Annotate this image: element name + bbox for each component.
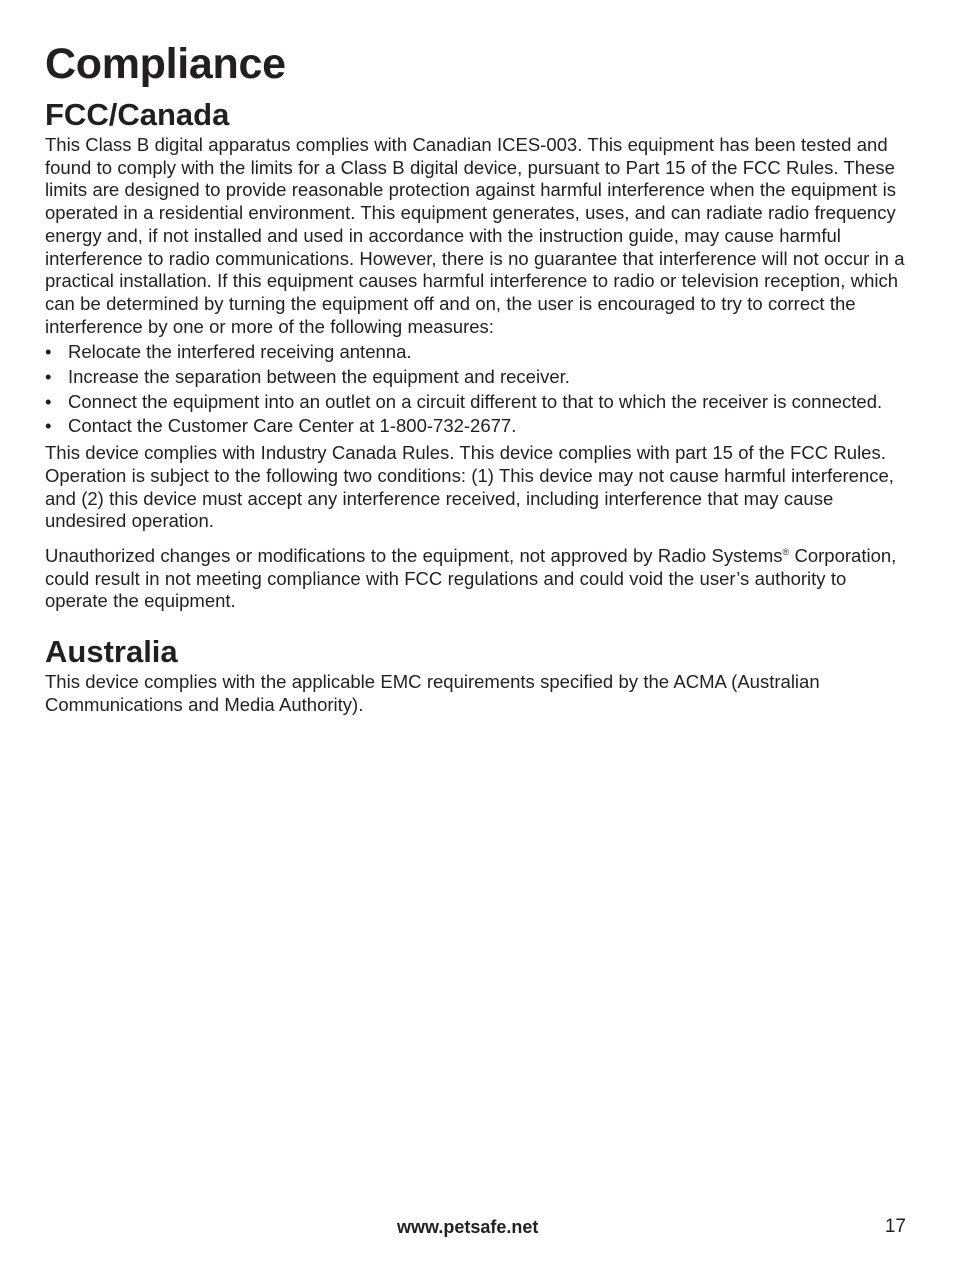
modifications-paragraph <box>45 545 909 613</box>
page-title: Compliance <box>45 40 286 88</box>
bullet-icon: • <box>45 415 52 437</box>
fcc-intro-paragraph: This Class B digital apparatus complies with Canadian ICES-003. This equipment has been tested and found to comply with the limits for a Class B digital device, pursuant to Part 15 of the FCC Rules. These limits are designed to provide reasonable protection against harmful interference when the equipment is operated in a residential environment. This equipment generates, uses, and can radiate radio frequency energy and, if not installed and used in accordance with the instruction guide, may cause harmful interference to radio communications. However, there is no guarantee that interference will not occur in a practical installation. If this equipment causes harmful interference to radio or television reception, which can be determined by turning the equipment off and on, the user is encouraged to try to correct the interference by one or more of the following measures: <box>45 134 905 337</box>
fcc-canada-heading: FCC/Canada <box>45 97 230 132</box>
australia-heading: Australia <box>45 634 178 670</box>
bullet-icon: • <box>45 341 52 363</box>
modifications-text-part2: Corporation, could result in not meeting compliance with FCC regulations and could void the user’s authority to operate the equipment. <box>45 544 897 612</box>
registered-mark: ® <box>782 546 790 557</box>
list-item <box>45 415 909 438</box>
list-item <box>45 341 909 364</box>
bullet-icon: • <box>45 390 52 412</box>
measure-text: Increase the separation between the equipment and receiver. <box>68 366 570 388</box>
footer-website-url: www.petsafe.net <box>397 1217 539 1237</box>
page-number: 17 <box>884 1216 906 1237</box>
page-content <box>45 38 909 716</box>
modifications-text-part1: Unauthorized changes or modifications to the equipment, not approved by Radio Systems <box>45 544 783 566</box>
measure-text: Connect the equipment into an outlet on a circuit different to that to which the receiver is connected. <box>68 390 883 412</box>
australia-paragraph: This device complies with the applicable EMC requirements specified by the ACMA (Australian Communications and Media Authority). <box>45 671 820 715</box>
measure-text: Relocate the interfered receiving antenna. <box>68 341 412 363</box>
list-item <box>45 391 909 414</box>
industry-canada-paragraph: This device complies with Industry Canada Rules. This device complies with part 15 of the FCC Rules. Operation is subject to the following two conditions: (1) This device may not cause harmful interference, and (2) this device must accept any interference received, including interference that may cause undesired operation. <box>45 442 894 532</box>
list-item <box>45 366 909 389</box>
bullet-icon: • <box>45 366 52 388</box>
measures-list <box>45 341 909 438</box>
measure-text: Contact the Customer Care Center at 1-800-732-2677. <box>68 415 517 437</box>
